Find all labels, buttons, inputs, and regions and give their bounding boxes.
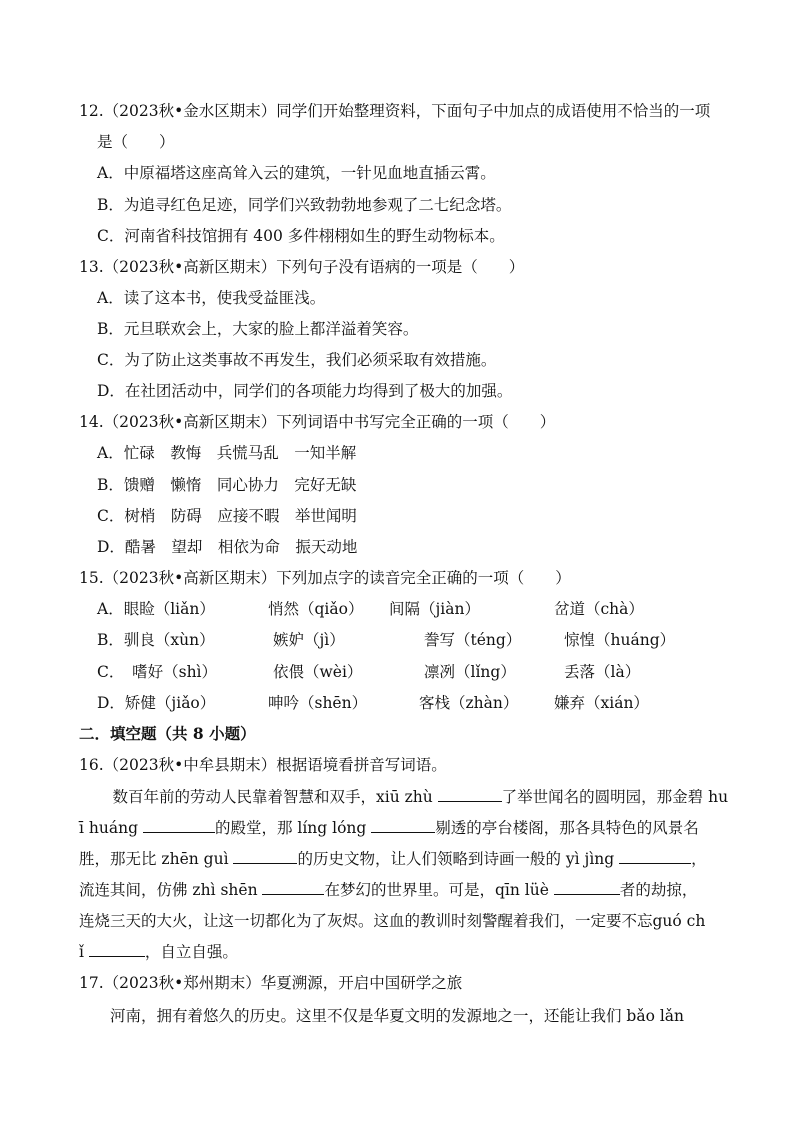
q16-line-5: 连烧三天的大火，让这一切都化为了灰烬。这血的教训时刻警醒着我们，一定要不忘guó ch [79, 912, 706, 930]
q16-text: 的历史文物，让人们领略到诗画一般的 yì jìng [297, 850, 620, 868]
q15-a-4: 岔道（chà） [554, 600, 644, 618]
q15-stem: 15.（2023秋•高新区期末）下列加点字的读音完全正确的一项（ ） [79, 569, 571, 587]
q16-text: 的殿堂，那 líng lóng [214, 819, 372, 837]
q15-b-2: 嫉妒（jì） [273, 631, 345, 649]
q15-a-3: 间隔（jiàn） [389, 600, 480, 618]
q16-line-1 [97, 787, 728, 807]
q16-text: 流连其间，仿佛 zhì shēn [79, 881, 263, 899]
q13-option-a: A．读了这本书，使我受益匪浅。 [97, 289, 326, 307]
q17-line-1: 河南，拥有着悠久的历史。这里不仅是华夏文明的发源地之一，还能让我们 bǎo lǎn [79, 1007, 685, 1025]
q16-stem: 16.（2023秋•中牟县期末）根据语境看拼音写词语。 [79, 756, 447, 774]
q16-text: ，自立自强。 [144, 943, 238, 961]
q16-text: 数百年前的劳动人民靠着智慧和双手，xiū zhù [97, 788, 438, 806]
q12-option-b: B．为追寻红色足迹，同学们兴致勃勃地参观了二七纪念塔。 [97, 196, 512, 214]
q16-text: 在梦幻的世界里。可是，qīn lüè [324, 881, 554, 899]
answer-blank-4[interactable] [233, 849, 297, 864]
q12-stem: 12.（2023秋•金水区期末）同学们开始整理资料，下面句子中加点的成语使用不恰当的一项 [79, 102, 711, 120]
q15-d-1: D．矫健（jiǎo） [97, 694, 216, 712]
answer-blank-5[interactable] [619, 849, 691, 864]
q16-text: 剔透的亭台楼阁，那各具特色的风景名 [435, 819, 699, 837]
answer-blank-7[interactable] [554, 880, 620, 895]
q14-stem: 14.（2023秋•高新区期末）下列词语中书写完全正确的一项（ ） [79, 413, 556, 431]
q15-b-4: 惊惶（huáng） [564, 631, 676, 649]
q15-c-3: 凛冽（lǐng） [424, 663, 516, 681]
q16-line-3 [79, 849, 707, 869]
q14-option-a: A．忙碌 教悔 兵慌马乱 一知半解 [97, 444, 357, 462]
q15-b-3: 誊写（téng） [424, 631, 522, 649]
q14-option-d: D．酷暑 望却 相依为命 振天动地 [97, 538, 358, 556]
q15-d-2: 呻吟（shēn） [268, 694, 368, 712]
q16-text: 胜，那无比 zhēn guì [79, 850, 234, 868]
answer-blank-8[interactable] [89, 942, 145, 957]
q15-c-1: C． 嗜好（shì） [97, 663, 218, 681]
q15-d-4: 嫌弃（xián） [554, 694, 649, 712]
q16-text: 者的劫掠， [619, 881, 698, 899]
q16-text: ǐ [79, 943, 89, 961]
answer-blank-6[interactable] [262, 880, 324, 895]
q16-text: 了举世闻名的圆明园，那金碧 hu [501, 788, 729, 806]
q14-option-c: C．树梢 防碍 应接不暇 举世闻明 [97, 507, 357, 525]
q12-option-c: C．河南省科技馆拥有 400 多件栩栩如生的野生动物标本。 [97, 227, 505, 245]
section-2-heading: 二．填空题（共 8 小题） [79, 724, 256, 743]
q12-stem-cont: 是（ ） [97, 133, 175, 151]
q15-a-1: A．眼睑（liǎn） [97, 600, 215, 618]
q13-option-c: C．为了防止这类事故不再发生，我们必须采取有效措施。 [97, 351, 497, 369]
q15-c-2: 依偎（wèi） [273, 663, 363, 681]
answer-blank-2[interactable] [143, 818, 215, 833]
q13-option-b: B．元旦联欢会上，大家的脸上都洋溢着笑容。 [97, 320, 419, 338]
q13-option-d: D．在社团活动中，同学们的各项能力均得到了极大的加强。 [97, 382, 513, 400]
q16-line-4 [79, 880, 697, 900]
q13-stem: 13.（2023秋•高新区期末）下列句子没有语病的一项是（ ） [79, 258, 525, 276]
q14-option-b: B．馈赠 懒惰 同心协力 完好无缺 [97, 476, 357, 494]
answer-blank-3[interactable] [371, 818, 435, 833]
q17-stem: 17.（2023秋•郑州期末）华夏溯源，开启中国研学之旅 [79, 974, 463, 992]
answer-blank-1[interactable] [438, 787, 502, 802]
q16-text: ī huáng [79, 819, 143, 837]
q16-line-6 [79, 942, 238, 962]
q16-text: ， [691, 850, 707, 868]
q12-option-a: A．中原福塔这座高耸入云的建筑，一针见血地直插云霄。 [97, 164, 496, 182]
q15-c-4: 丢落（là） [564, 663, 641, 681]
q15-a-2: 悄然（qiǎo） [268, 600, 364, 618]
q15-d-3: 客栈（zhàn） [419, 694, 519, 712]
q15-b-1: B．驯良（xùn） [97, 631, 215, 649]
q16-line-2 [79, 818, 699, 838]
